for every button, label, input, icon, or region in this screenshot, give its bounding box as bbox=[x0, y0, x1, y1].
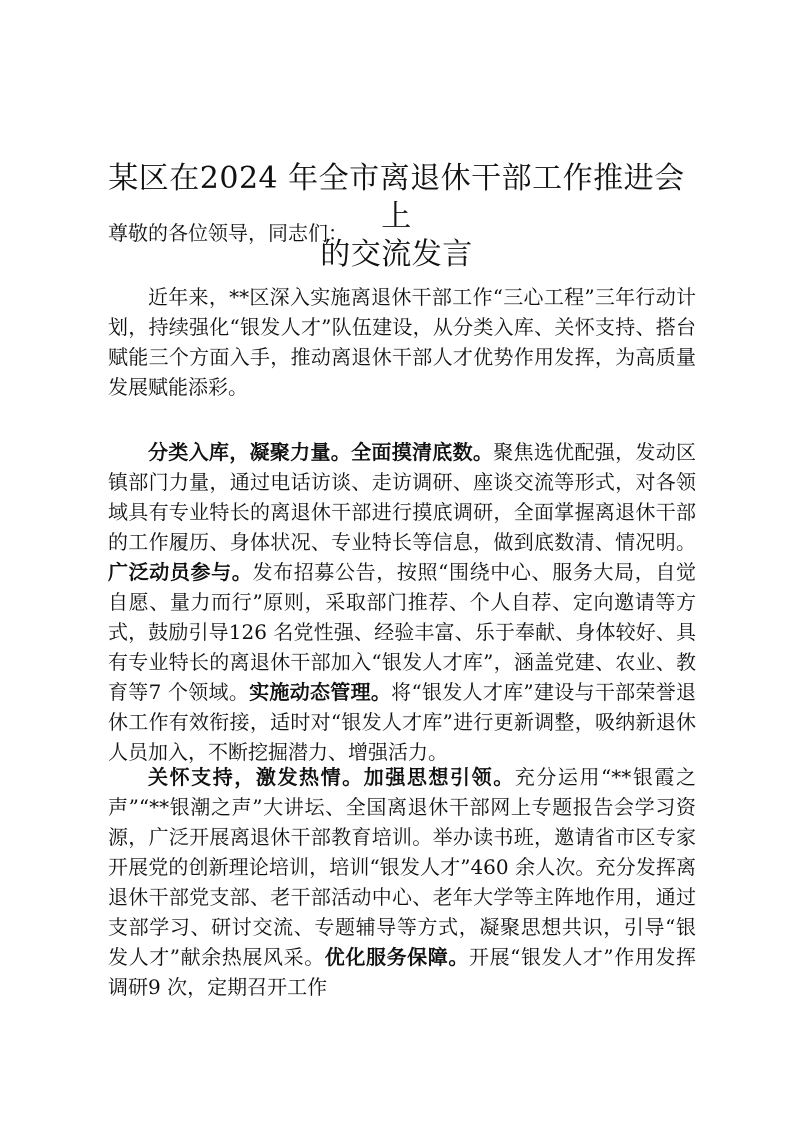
title-line-2: 的交流发言 bbox=[320, 237, 473, 273]
section-1-sub1-text: 聚焦选优配强，发动区镇部门力量，通过电话访谈、走访调研、座谈交流等形式，对各领域具有专业特长的离退休干部进行摸底调研，全面掌握离退休干部的工作履历、身体状况、专业特长等信息，做到底数清、情况明。 bbox=[108, 440, 697, 554]
section-1-sub3-heading: 实施动态管理。 bbox=[249, 680, 392, 704]
section-2-sub1-text: 充分运用“**银霞之声”“**银潮之声”大讲坛、全国离退休干部网上专题报告会学习资源，广泛开展离退休干部教育培训。举办读书班，邀请省市区专家开展党的创新理论培训，培训“银发人才”460 余人次。充分发挥离退休干部党支部、老干部活动中心、老年大学等主阵地作用，通过支部学习、研讨交流、专题辅导等方式，凝聚思想共识，引导“银发人才”献余热展风采。 bbox=[108, 765, 697, 969]
section-2-heading: 关怀支持，激发热情。 bbox=[148, 765, 364, 789]
section-2-sub2-heading: 优化服务保障。 bbox=[324, 945, 469, 969]
title-line-1: 某区在2024 年全市离退休干部工作推进会上 bbox=[108, 161, 685, 235]
section-1-sub2-text: 发布招募公告，按照“围绕中心、服务大局，自觉自愿、量力而行”原则，采取部门推荐、个人自荐、定向邀请等方式，鼓励引导126 名党性强、经验丰富、乐于奉献、身体较好、具有专业特长的离退休干部加入“银发人才库”，涵盖党建、农业、教育等7 个领域。 bbox=[108, 560, 697, 704]
section-1-sub1-heading: 全面摸清底数。 bbox=[351, 440, 494, 464]
section-2-sub1-heading: 加强思想引领。 bbox=[363, 765, 515, 789]
section-1-paragraph bbox=[108, 437, 696, 767]
section-1-heading: 分类入库，凝聚力量。 bbox=[148, 440, 352, 464]
intro-paragraph: 近年来，**区深入实施离退休干部工作“三心工程”三年行动计划，持续强化“银发人才”队伍建设，从分类入库、关怀支持、搭台赋能三个方面入手，推动离退休干部人才优势作用发挥，为高质量发展赋能添彩。 bbox=[108, 285, 696, 399]
section-2-paragraph bbox=[108, 762, 696, 1002]
salutation: 尊敬的各位领导，同志们： bbox=[108, 221, 348, 245]
section-1-sub3-text: 将“银发人才库”建设与干部荣誉退休工作有效衔接，适时对“银发人才库”进行更新调整，吸纳新退休人员加入，不断挖掘潜力、增强活力。 bbox=[108, 680, 696, 764]
section-2-sub2-text: 开展“银发人才”作用发挥调研9 次，定期召开工作 bbox=[108, 945, 697, 999]
section-1-sub2-heading: 广泛动员参与。 bbox=[108, 560, 253, 584]
